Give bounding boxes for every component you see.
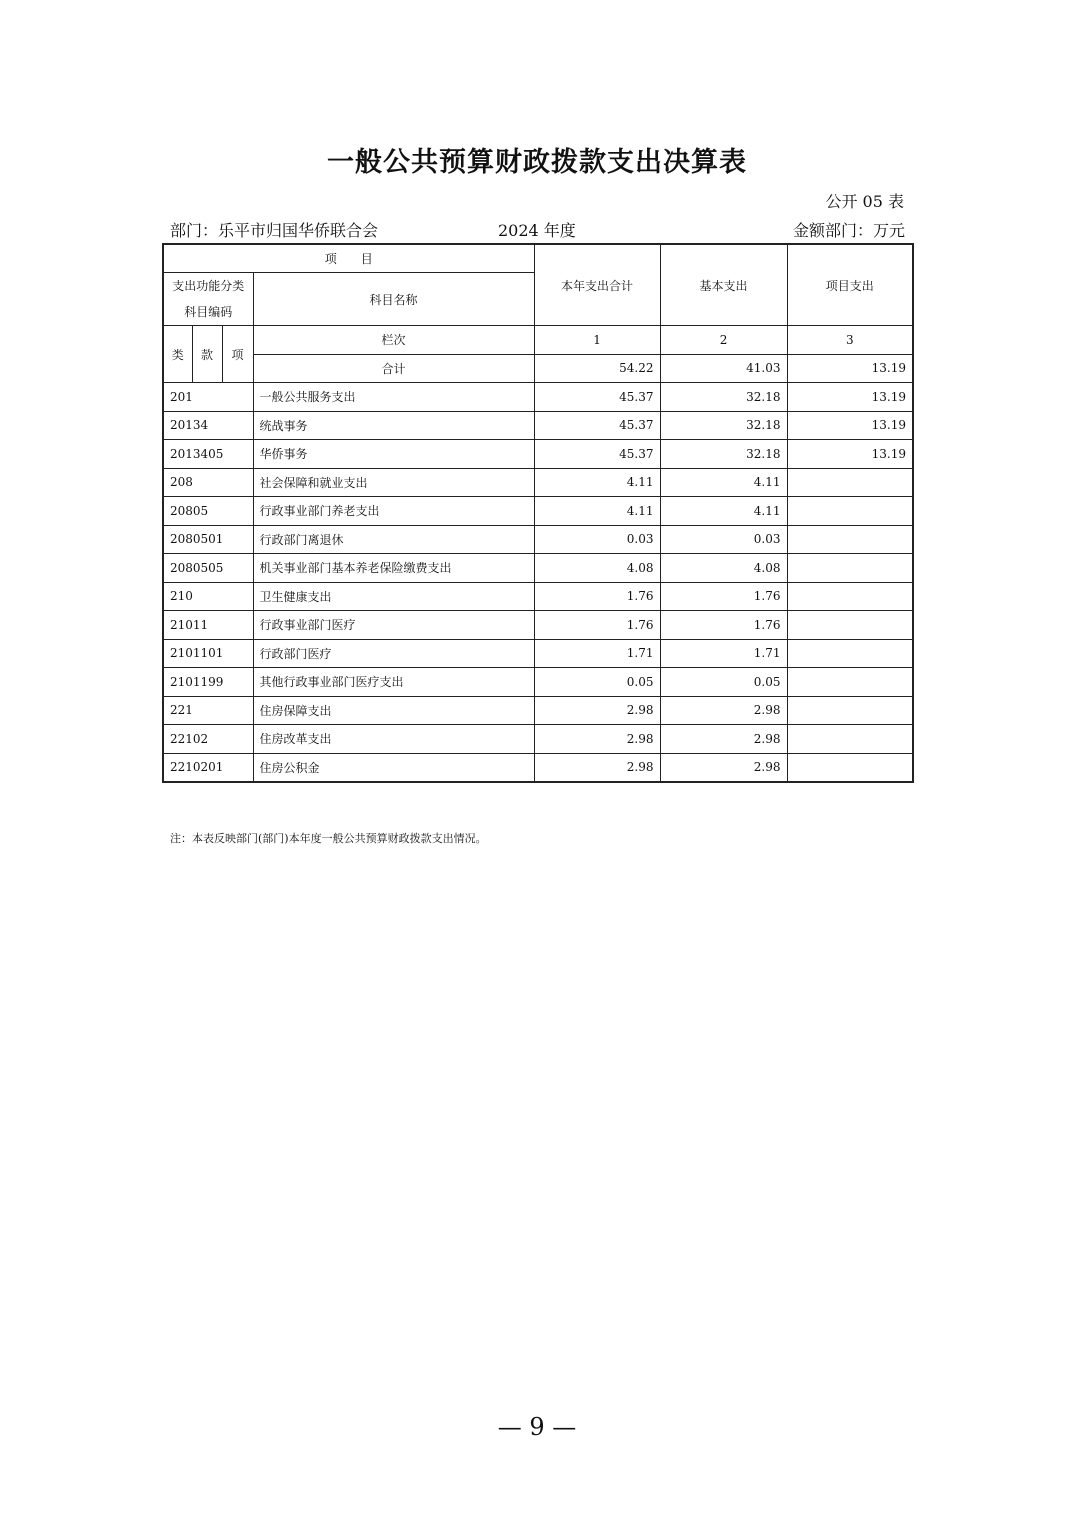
table-row — [163, 725, 913, 754]
row-project — [787, 611, 913, 640]
row-total: 0.05 — [534, 668, 660, 697]
row-total: 2.98 — [534, 753, 660, 782]
row-code: 210 — [163, 582, 253, 611]
row-subject-name: 住房保障支出 — [253, 696, 534, 725]
row-code: 2210201 — [163, 753, 253, 782]
row-subject-name: 一般公共服务支出 — [253, 383, 534, 412]
header-func-code-line2: 科目编码 — [184, 305, 233, 319]
table-row — [163, 668, 913, 697]
table-row — [163, 440, 913, 469]
header-idx-2: 2 — [660, 326, 787, 355]
row-project — [787, 497, 913, 526]
row-subject-name: 住房公积金 — [253, 753, 534, 782]
row-code: 201 — [163, 383, 253, 412]
row-basic: 2.98 — [660, 696, 787, 725]
row-project — [787, 725, 913, 754]
row-code: 2013405 — [163, 440, 253, 469]
footnote: 注：本表反映部门(部门)本年度一般公共预算财政拨款支出情况。 — [170, 832, 487, 845]
row-subject-name: 其他行政事业部门医疗支出 — [253, 668, 534, 697]
row-code: 208 — [163, 468, 253, 497]
table-row — [163, 411, 913, 440]
row-basic: 0.05 — [660, 668, 787, 697]
form-code: 公开 05 表 — [825, 192, 904, 211]
row-project — [787, 753, 913, 782]
total-value-project: 13.19 — [787, 354, 913, 383]
row-code: 20805 — [163, 497, 253, 526]
row-project — [787, 582, 913, 611]
row-project — [787, 554, 913, 583]
row-total: 45.37 — [534, 440, 660, 469]
row-subject-name: 卫生健康支出 — [253, 582, 534, 611]
row-subject-name: 机关事业部门基本养老保险缴费支出 — [253, 554, 534, 583]
row-basic: 4.11 — [660, 468, 787, 497]
row-total: 45.37 — [534, 383, 660, 412]
total-value-total: 54.22 — [534, 354, 660, 383]
table-row — [163, 696, 913, 725]
row-subject-name: 行政事业部门医疗 — [253, 611, 534, 640]
row-project — [787, 639, 913, 668]
row-basic: 32.18 — [660, 383, 787, 412]
header-kuan: 款 — [192, 326, 222, 383]
header-lei: 类 — [163, 326, 192, 383]
row-basic: 1.76 — [660, 582, 787, 611]
row-basic: 32.18 — [660, 411, 787, 440]
header-idx-1: 1 — [534, 326, 660, 355]
header-col-project: 项目支出 — [787, 244, 913, 326]
department-label: 部门：乐平市归国华侨联合会 — [170, 221, 379, 240]
table-row — [163, 468, 913, 497]
table-row — [163, 497, 913, 526]
row-code: 2101199 — [163, 668, 253, 697]
row-project: 13.19 — [787, 411, 913, 440]
table-row — [163, 611, 913, 640]
row-total: 45.37 — [534, 411, 660, 440]
total-value-basic: 41.03 — [660, 354, 787, 383]
row-basic: 0.03 — [660, 525, 787, 554]
row-project — [787, 525, 913, 554]
row-project — [787, 468, 913, 497]
page-number: — 9 — — [497, 1413, 577, 1441]
row-basic: 1.71 — [660, 639, 787, 668]
row-basic: 2.98 — [660, 725, 787, 754]
header-func-code — [163, 273, 253, 326]
table-header — [163, 244, 913, 383]
row-project: 13.19 — [787, 440, 913, 469]
row-total: 1.76 — [534, 611, 660, 640]
row-subject-name: 行政事业部门养老支出 — [253, 497, 534, 526]
row-basic: 2.98 — [660, 753, 787, 782]
row-subject-name: 住房改革支出 — [253, 725, 534, 754]
row-project: 13.19 — [787, 383, 913, 412]
row-total: 2.98 — [534, 725, 660, 754]
row-code: 21011 — [163, 611, 253, 640]
table-row — [163, 639, 913, 668]
table-row — [163, 525, 913, 554]
row-total: 1.71 — [534, 639, 660, 668]
row-total: 2.98 — [534, 696, 660, 725]
unit-label: 金额部门：万元 — [792, 221, 905, 240]
row-total: 1.76 — [534, 582, 660, 611]
row-code: 22102 — [163, 725, 253, 754]
row-code: 221 — [163, 696, 253, 725]
header-column-index: 栏次 — [253, 326, 534, 355]
table-row — [163, 582, 913, 611]
row-basic: 4.11 — [660, 497, 787, 526]
row-total: 4.11 — [534, 497, 660, 526]
table-row — [163, 554, 913, 583]
header-col-total: 本年支出合计 — [534, 244, 660, 326]
header-item: 项 目 — [163, 244, 534, 273]
header-subject-name: 科目名称 — [253, 273, 534, 326]
row-project — [787, 668, 913, 697]
year-label: 2024 年度 — [498, 221, 576, 240]
table-row — [163, 383, 913, 412]
header-func-code-line1: 支出功能分类 — [172, 279, 245, 293]
table-row — [163, 753, 913, 782]
row-subject-name: 行政部门医疗 — [253, 639, 534, 668]
row-basic: 1.76 — [660, 611, 787, 640]
row-total: 4.11 — [534, 468, 660, 497]
row-code: 20134 — [163, 411, 253, 440]
row-total: 0.03 — [534, 525, 660, 554]
row-basic: 4.08 — [660, 554, 787, 583]
row-subject-name: 华侨事务 — [253, 440, 534, 469]
meta-line — [170, 218, 905, 240]
page-title: 一般公共预算财政拨款支出决算表 — [327, 147, 747, 178]
header-idx-3: 3 — [787, 326, 913, 355]
total-label: 合计 — [253, 354, 534, 383]
row-subject-name: 社会保障和就业支出 — [253, 468, 534, 497]
row-subject-name: 行政部门离退休 — [253, 525, 534, 554]
row-code: 2080505 — [163, 554, 253, 583]
table-body — [163, 383, 913, 782]
header-col-basic: 基本支出 — [660, 244, 787, 326]
expenditure-table — [162, 243, 914, 783]
row-basic: 32.18 — [660, 440, 787, 469]
row-subject-name: 统战事务 — [253, 411, 534, 440]
row-code: 2080501 — [163, 525, 253, 554]
row-project — [787, 696, 913, 725]
row-total: 4.08 — [534, 554, 660, 583]
row-code: 2101101 — [163, 639, 253, 668]
header-xiang: 项 — [222, 326, 253, 383]
